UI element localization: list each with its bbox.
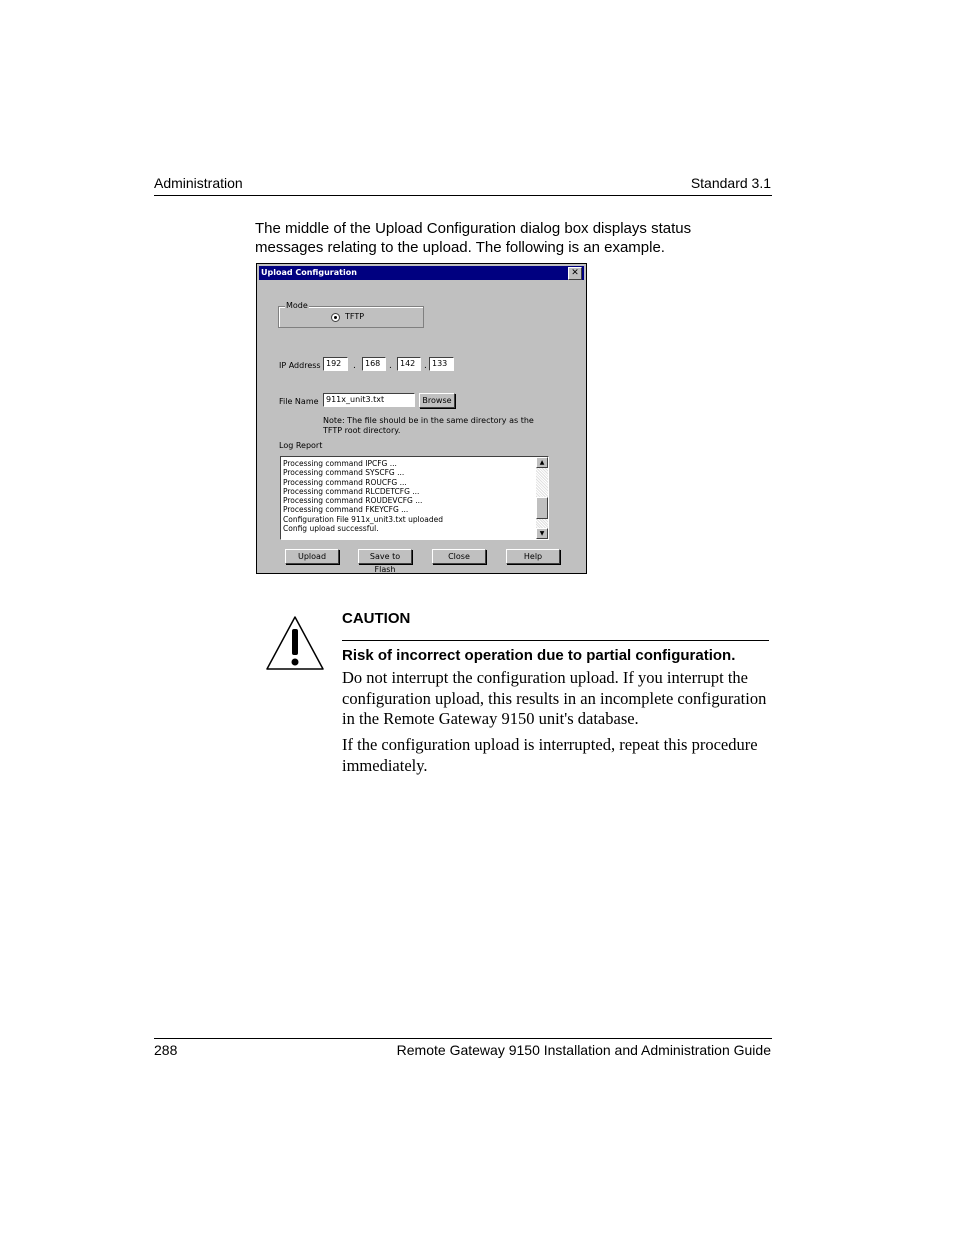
log-line: Processing command RLCDETCFG ... bbox=[283, 486, 420, 496]
log-line: Processing command SYSCFG ... bbox=[283, 468, 405, 478]
mode-group bbox=[278, 301, 424, 328]
intro-paragraph: The middle of the Upload Configuration dialog box displays status messages relating to the upload. The following is an example. bbox=[255, 220, 692, 256]
ip-octet-4[interactable]: 133 bbox=[429, 357, 454, 371]
help-button[interactable]: Help bbox=[506, 549, 560, 564]
log-report-box[interactable] bbox=[280, 456, 549, 540]
log-lines bbox=[283, 459, 534, 533]
browse-button[interactable]: Browse bbox=[419, 393, 455, 408]
caution-rule bbox=[342, 640, 769, 641]
guide-title: Remote Gateway 9150 Installation and Administration Guide bbox=[396, 1042, 771, 1058]
header-version: Standard 3.1 bbox=[690, 175, 771, 191]
upload-button[interactable]: Upload bbox=[285, 549, 339, 564]
file-name-input[interactable]: 911x_unit3.txt bbox=[323, 393, 415, 407]
header-rule bbox=[154, 195, 772, 196]
ip-address-label: IP Address bbox=[279, 361, 321, 370]
log-report-label: Log Report bbox=[279, 441, 323, 450]
save-to-flash-button[interactable]: Save to Flash bbox=[358, 549, 412, 564]
log-line: Processing command FKEYCFG ... bbox=[283, 505, 409, 515]
log-scrollbar[interactable] bbox=[536, 457, 548, 539]
dialog-title: Upload Configuration bbox=[261, 268, 357, 277]
scroll-thumb[interactable] bbox=[536, 497, 548, 519]
tftp-radio-label: TFTP bbox=[345, 312, 365, 321]
file-name-label: File Name bbox=[279, 397, 319, 406]
log-line: Config upload successful. bbox=[283, 524, 379, 534]
dialog-titlebar bbox=[259, 266, 584, 280]
caution-paragraph-1: Do not interrupt the configuration upload. If you interrupt the configuration upload, this results in an incomplete configuration in the Remote Gateway 9150 unit's database. bbox=[342, 668, 767, 728]
footer-rule bbox=[154, 1038, 772, 1039]
ip-octet-1[interactable]: 192 bbox=[323, 357, 348, 371]
log-line: Processing command ROUDEVCFG ... bbox=[283, 496, 423, 506]
page-number: 288 bbox=[154, 1042, 178, 1058]
scroll-up-icon[interactable]: ▲ bbox=[536, 457, 548, 468]
tftp-radio[interactable] bbox=[331, 313, 340, 322]
close-button[interactable]: Close bbox=[432, 549, 486, 564]
ip-octet-2[interactable]: 168 bbox=[362, 357, 386, 371]
warning-triangle-icon bbox=[264, 614, 326, 672]
mode-group-label: Mode bbox=[286, 301, 308, 310]
log-line: Processing command IPCFG ... bbox=[283, 459, 397, 468]
caution-paragraph-2: If the configuration upload is interrupted, repeat this procedure immediately. bbox=[342, 735, 758, 775]
ip-separator: . bbox=[353, 361, 356, 371]
scroll-down-icon[interactable]: ▼ bbox=[536, 528, 548, 539]
close-icon[interactable]: ✕ bbox=[568, 267, 582, 280]
log-line: Processing command ROUCFG ... bbox=[283, 477, 407, 487]
ip-separator: . bbox=[389, 361, 392, 371]
caution-title: CAUTION bbox=[342, 610, 411, 627]
upload-configuration-dialog bbox=[256, 263, 587, 574]
ip-octet-3[interactable]: 142 bbox=[397, 357, 421, 371]
header-section: Administration bbox=[154, 175, 243, 191]
log-line: Configuration File 911x_unit3.txt uploaded bbox=[283, 514, 443, 524]
ip-separator: . bbox=[424, 361, 427, 371]
file-location-note: Note: The file should be in the same directory as the TFTP root directory. bbox=[323, 416, 534, 435]
caution-heading: Risk of incorrect operation due to partial configuration. bbox=[342, 647, 736, 664]
